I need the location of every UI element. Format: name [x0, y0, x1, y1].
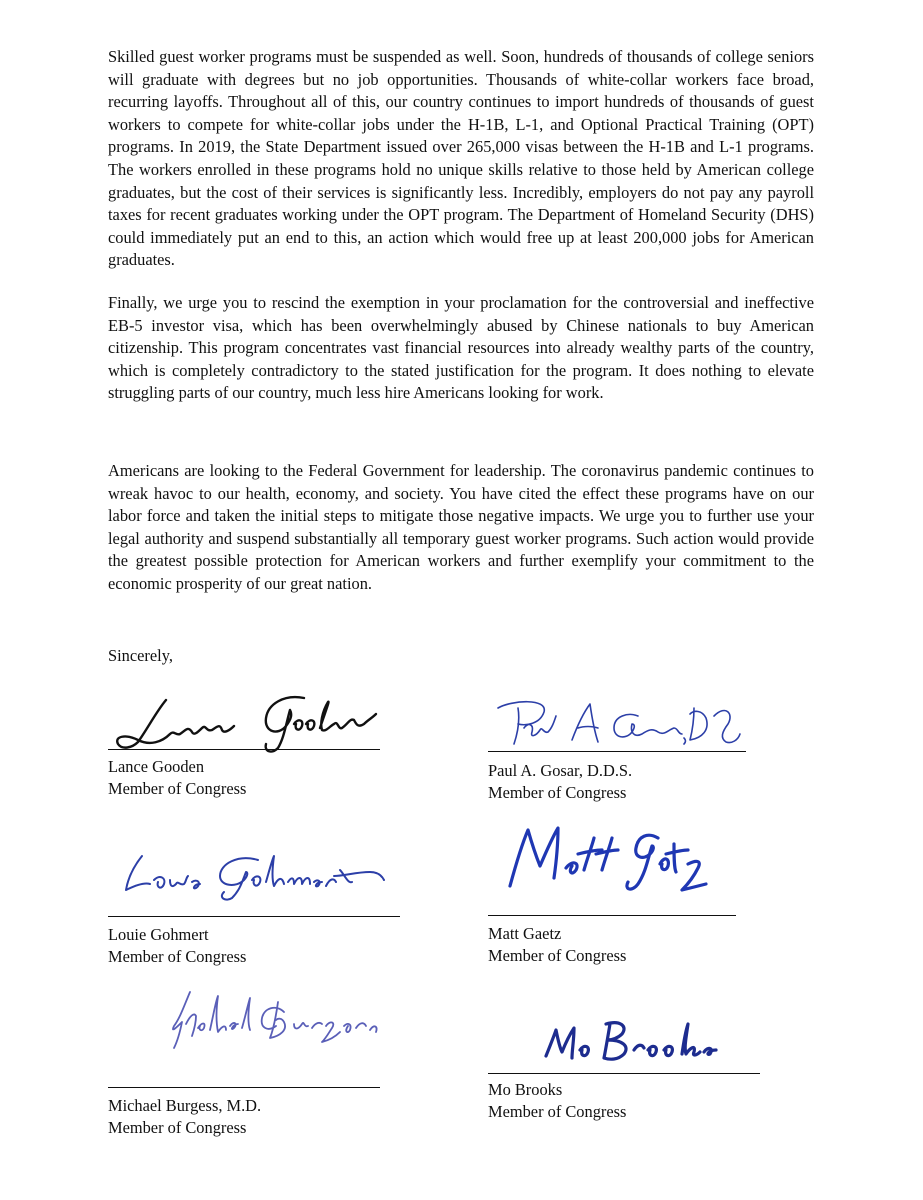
signatory-title: Member of Congress: [488, 783, 627, 802]
signatory-name: Louie Gohmert: [108, 925, 209, 944]
signature-line: [488, 915, 736, 916]
signatory-name: Paul A. Gosar, D.D.S.: [488, 761, 633, 780]
signature-michael-burgess: [108, 986, 388, 1076]
signature-line: [108, 916, 400, 917]
signature-mo-brooks: [488, 1010, 768, 1080]
signatory-title: Member of Congress: [108, 1118, 247, 1137]
signatory-name: Michael Burgess, M.D.: [108, 1096, 262, 1115]
signatory-name: Lance Gooden: [108, 757, 205, 776]
signature-line: [488, 751, 746, 752]
signature-line: [488, 1073, 760, 1074]
signatory-name: Matt Gaetz: [488, 924, 562, 943]
paragraph-conclusion: Americans are looking to the Federal Government for leadership. The coronavirus pandemic continues to wreak havoc to our health, economy, and society. You have cited the effect these programs have on our labor force and taken the initial steps to mitigate those negative impacts. We urge you to further use your legal authority and suspend substantially all temporary guest worker programs. Such action would provide the greatest possible protection for American workers and further exemplify your commitment to the economic prosperity of our great nation.: [108, 461, 814, 593]
signatory-title: Member of Congress: [488, 946, 627, 965]
signatory-title: Member of Congress: [488, 1102, 627, 1121]
signatory-name: Mo Brooks: [488, 1080, 563, 1099]
signature-louie-gohmert: [108, 842, 398, 912]
signatory-title: Member of Congress: [108, 779, 247, 798]
signature-line: [108, 749, 380, 750]
signature-line: [108, 1087, 380, 1088]
paragraph-skilled-guest-workers: Skilled guest worker programs must be suspended as well. Soon, hundreds of thousands of college seniors will graduate with degrees but no job opportunities. Thousands of white-collar workers face broad, recurring layoffs. Throughout all of this, our country continues to import hundreds of thousands of guest workers to compete for white-collar jobs under the H-1B, L-1, and Optional Practical Training (OPT) programs. In 2019, the State Department issued over 265,000 visas between the H-1B and L-1 programs. The workers enrolled in these programs hold no unique skills relative to those held by American college graduates, but the cost of their services is significantly less. Incredibly, employers do not pay any payroll taxes for recent graduates working under the OPT program. The Department of Homeland Security (DHS) could immediately put an end to this, an action which would free up at least 200,000 jobs for American graduates.: [108, 47, 814, 270]
signature-paul-gosar: [488, 694, 748, 754]
signatory-title: Member of Congress: [108, 947, 247, 966]
signature-matt-gaetz: [488, 820, 738, 910]
signature-lance-gooden: [108, 690, 388, 756]
closing-salutation: Sincerely,: [108, 646, 173, 665]
paragraph-eb5-visa: Finally, we urge you to rescind the exemption in your proclamation for the controversial and ineffective EB-5 investor visa, which has been overwhelmingly abused by Chinese nationals to buy American citizenship. This program concentrates vast financial resources into already wealthy parts of the country, which is completely contradictory to the stated justification for the program. It does nothing to elevate struggling parts of our country, much less hire Americans looking for work.: [108, 293, 814, 403]
